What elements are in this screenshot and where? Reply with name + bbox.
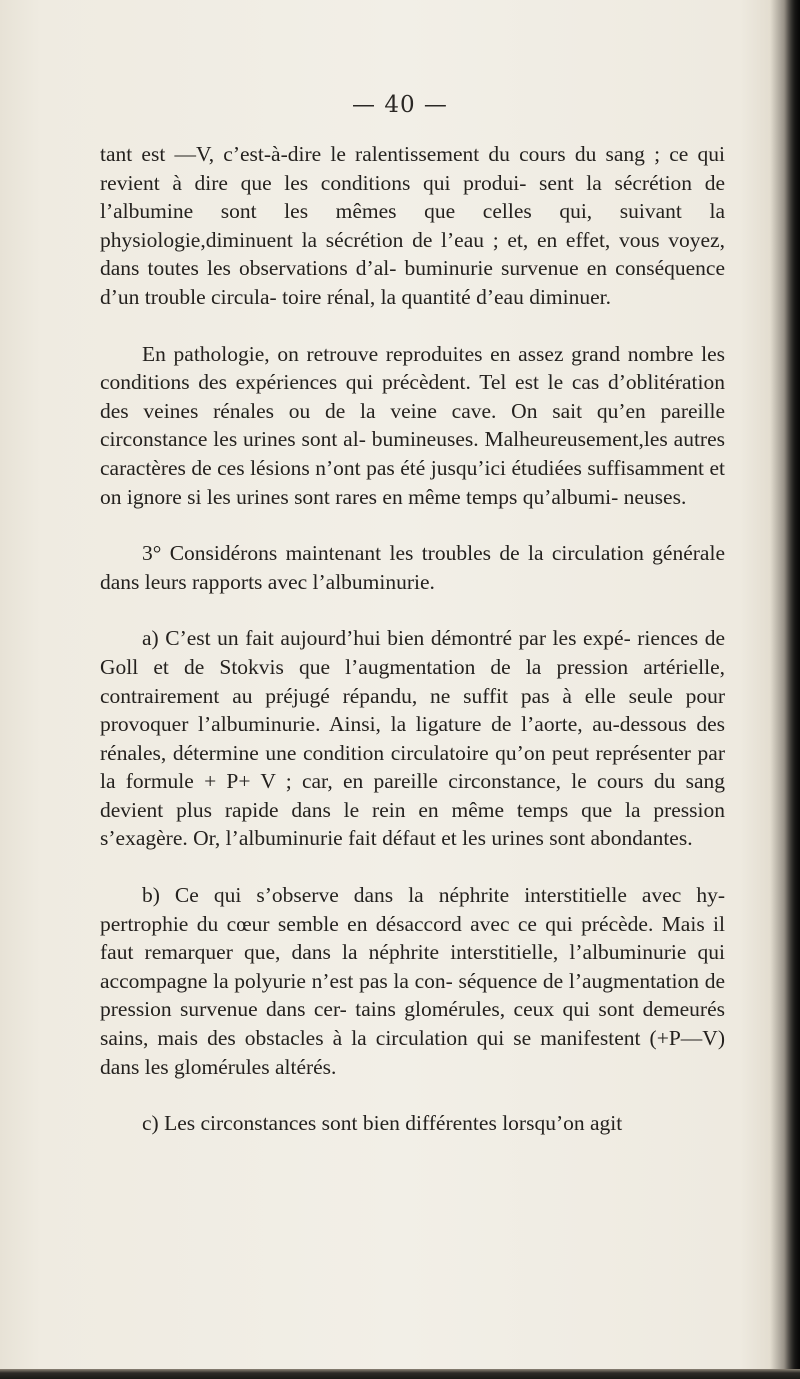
paragraph-c: c) Les circonstances sont bien différentes lorsqu’on agit [142,1111,623,1136]
paragraph-continuation: tant est —V, c’est-à-dire le ralentissement du cours du sang ; ce qui revient à dire que les conditions qui produi- sent la sécrétion de l’albumine sont les mêmes que celles qui, suivant la physiologie,diminuent la sécrétion de l’eau ; et, en effet, vous voyez, dans toutes les observations d’al- buminurie survenue en conséquence d’un trouble circula- toire rénal, la quantité d’eau diminuer. [100,142,725,309]
paragraph-circulation-generale: 3° Considérons maintenant les troubles de la circulation générale dans leurs rapports avec l’albuminurie. [100,541,725,594]
page-number: — 40 — [352,92,448,118]
page-edge-shadow [784,0,800,1379]
paragraph-b: b) Ce qui s’observe dans la néphrite interstitielle avec hy- pertrophie du cœur semble en désaccord avec ce qui précède. Mais il faut remarquer que, dans la néphrite interstitielle, l’albuminurie qui accompagne la polyurie n’est pas la con- séquence de l’augmentation de pression survenue dans cer- tains glomérules, ceux qui sont demeurés sains, mais des obstacles à la circulation qui se manifestent (+P—V) dans les glomérules altérés. [100,883,725,1079]
page-bottom-edge [0,1369,800,1379]
paragraph-a: a) C’est un fait aujourd’hui bien démontré par les expé- riences de Goll et de Stokvis que l’augmentation de la pression artérielle, contrairement au préjugé répandu, ne suffit pas à elle seule pour provoquer l’albuminurie. Ainsi, la ligature de l’aorte, au-dessous des rénales, détermine une condition circulatoire qu’on peut représenter par la formule + P+ V ; car, en pareille circonstance, le cours du sang devient plus rapide dans le rein en même temps que la pression s’exagère. Or, l’albuminurie fait défaut et les urines sont abondantes. [100,626,725,851]
paragraph-pathologie: En pathologie, on retrouve reproduites en assez grand nombre les conditions des expériences qui précèdent. Tel est le cas d’oblitération des veines rénales ou de la veine cave. On sait qu’en pareille circonstance les urines sont al- bumineuses. Malheureusement,les autres caractères de ces lésions n’ont pas été jusqu’ici étudiées suffisamment et on ignore si les urines sont rares en même temps qu’albumi- neuses. [100,341,725,509]
body-text [100,140,725,1166]
